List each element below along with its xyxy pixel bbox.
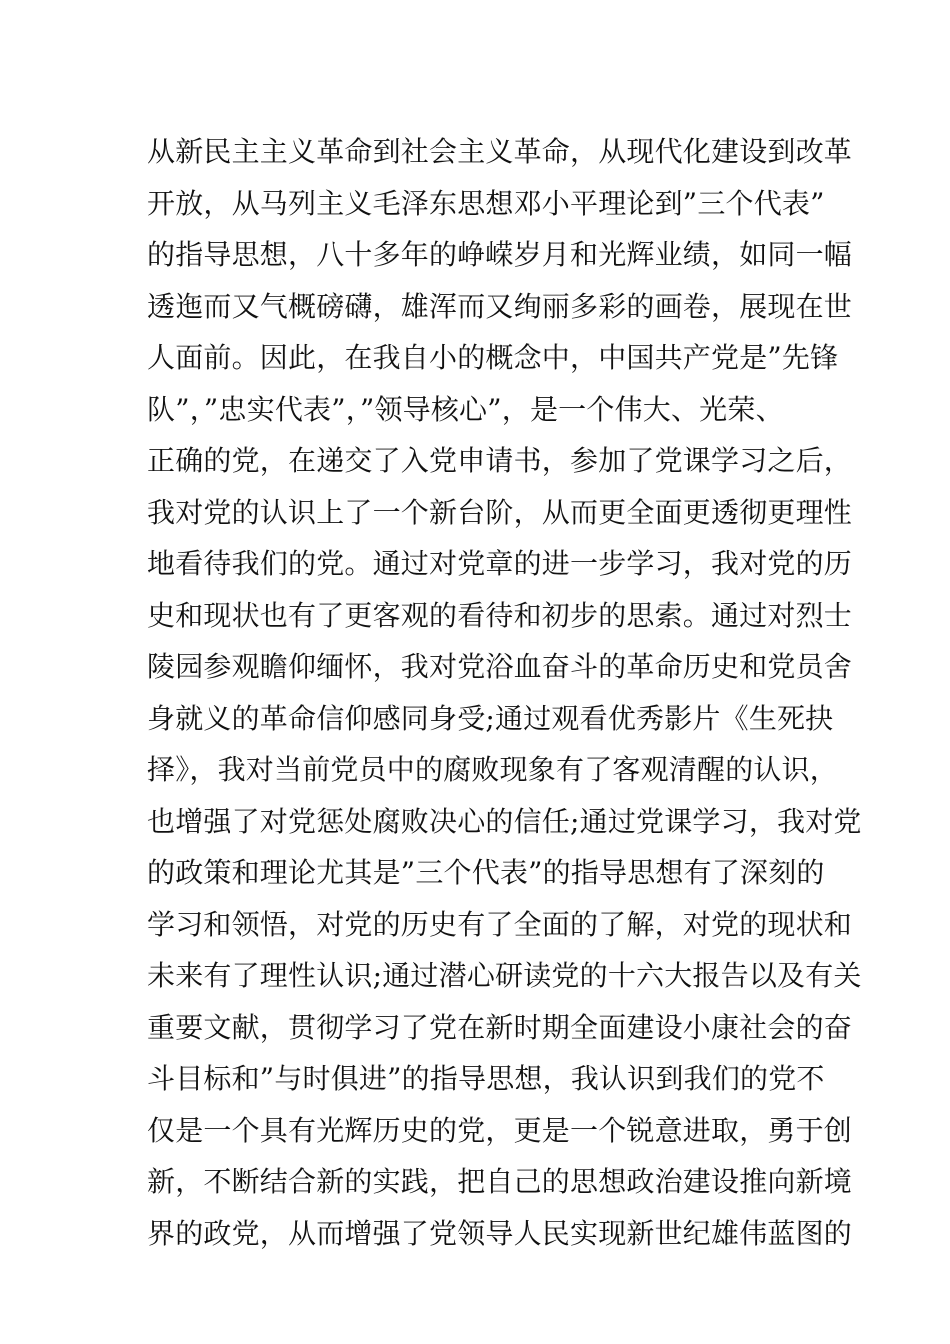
text-line: 学习和领悟，对党的历史有了全面的了解，对党的现状和 xyxy=(147,907,853,941)
text-line: 地看待我们的党。通过对党章的进一步学习，我对党的历 xyxy=(147,547,853,580)
text-line: 仅是一个具有光辉历史的党，更是一个锐意进取，勇于创 xyxy=(147,1113,853,1147)
text-line: 的政策和理论尤其是”三个代表”的指导思想有了深刻的 xyxy=(147,856,825,889)
text-line: 人面前。因此，在我自小的概念中，中国共产党是”先锋 xyxy=(147,341,839,374)
text-line: 从新民主主义革命到社会主义革命，从现代化建设到改革 xyxy=(147,135,853,168)
text-line: 开放，从马列主义毛泽东思想邓小平理论到”三个代表” xyxy=(147,186,825,220)
text-line: 界的政党，从而增强了党领导人民实现新世纪雄伟蓝图的 xyxy=(147,1216,853,1250)
text-line: 正确的党，在递交了入党申请书，参加了党课学习之后， xyxy=(147,444,853,477)
text-line: 新，不断结合新的实践，把自己的思想政治建设推向新境 xyxy=(147,1165,853,1198)
text-line: 我对党的认识上了一个新台阶，从而更全面更透彻更理性 xyxy=(147,495,853,529)
text-line: 也增强了对党惩处腐败决心的信任;通过党课学习，我对党 xyxy=(147,804,862,838)
text-line: 择》，我对当前党员中的腐败现象有了客观清醒的认识， xyxy=(147,753,839,786)
text-line: 重要文献，贯彻学习了党在新时期全面建设小康社会的奋 xyxy=(147,1010,853,1044)
text-line: 未来有了理性认识;通过潜心研读党的十六大报告以及有关 xyxy=(147,959,862,992)
body-paragraph xyxy=(147,126,867,1259)
text-line: 队”，”忠实代表”，”领导核心”，是一个伟大、光荣、 xyxy=(147,392,784,426)
text-line: 史和现状也有了更客观的看待和初步的思索。通过对烈士 xyxy=(147,598,853,632)
text-line: 的指导思想，八十多年的峥嵘岁月和光辉业绩，如同一幅 xyxy=(147,238,853,271)
text-line: 身就义的革命信仰感同身受;通过观看优秀影片《生死抉 xyxy=(147,701,834,735)
text-line: 透迤而又气概磅礴，雄浑而又绚丽多彩的画卷，展现在世 xyxy=(147,289,853,323)
text-line: 陵园参观瞻仰缅怀，我对党浴血奋斗的革命历史和党员舍 xyxy=(147,650,853,683)
text-line: 斗目标和”与时俱进”的指导思想，我认识到我们的党不 xyxy=(147,1062,825,1095)
